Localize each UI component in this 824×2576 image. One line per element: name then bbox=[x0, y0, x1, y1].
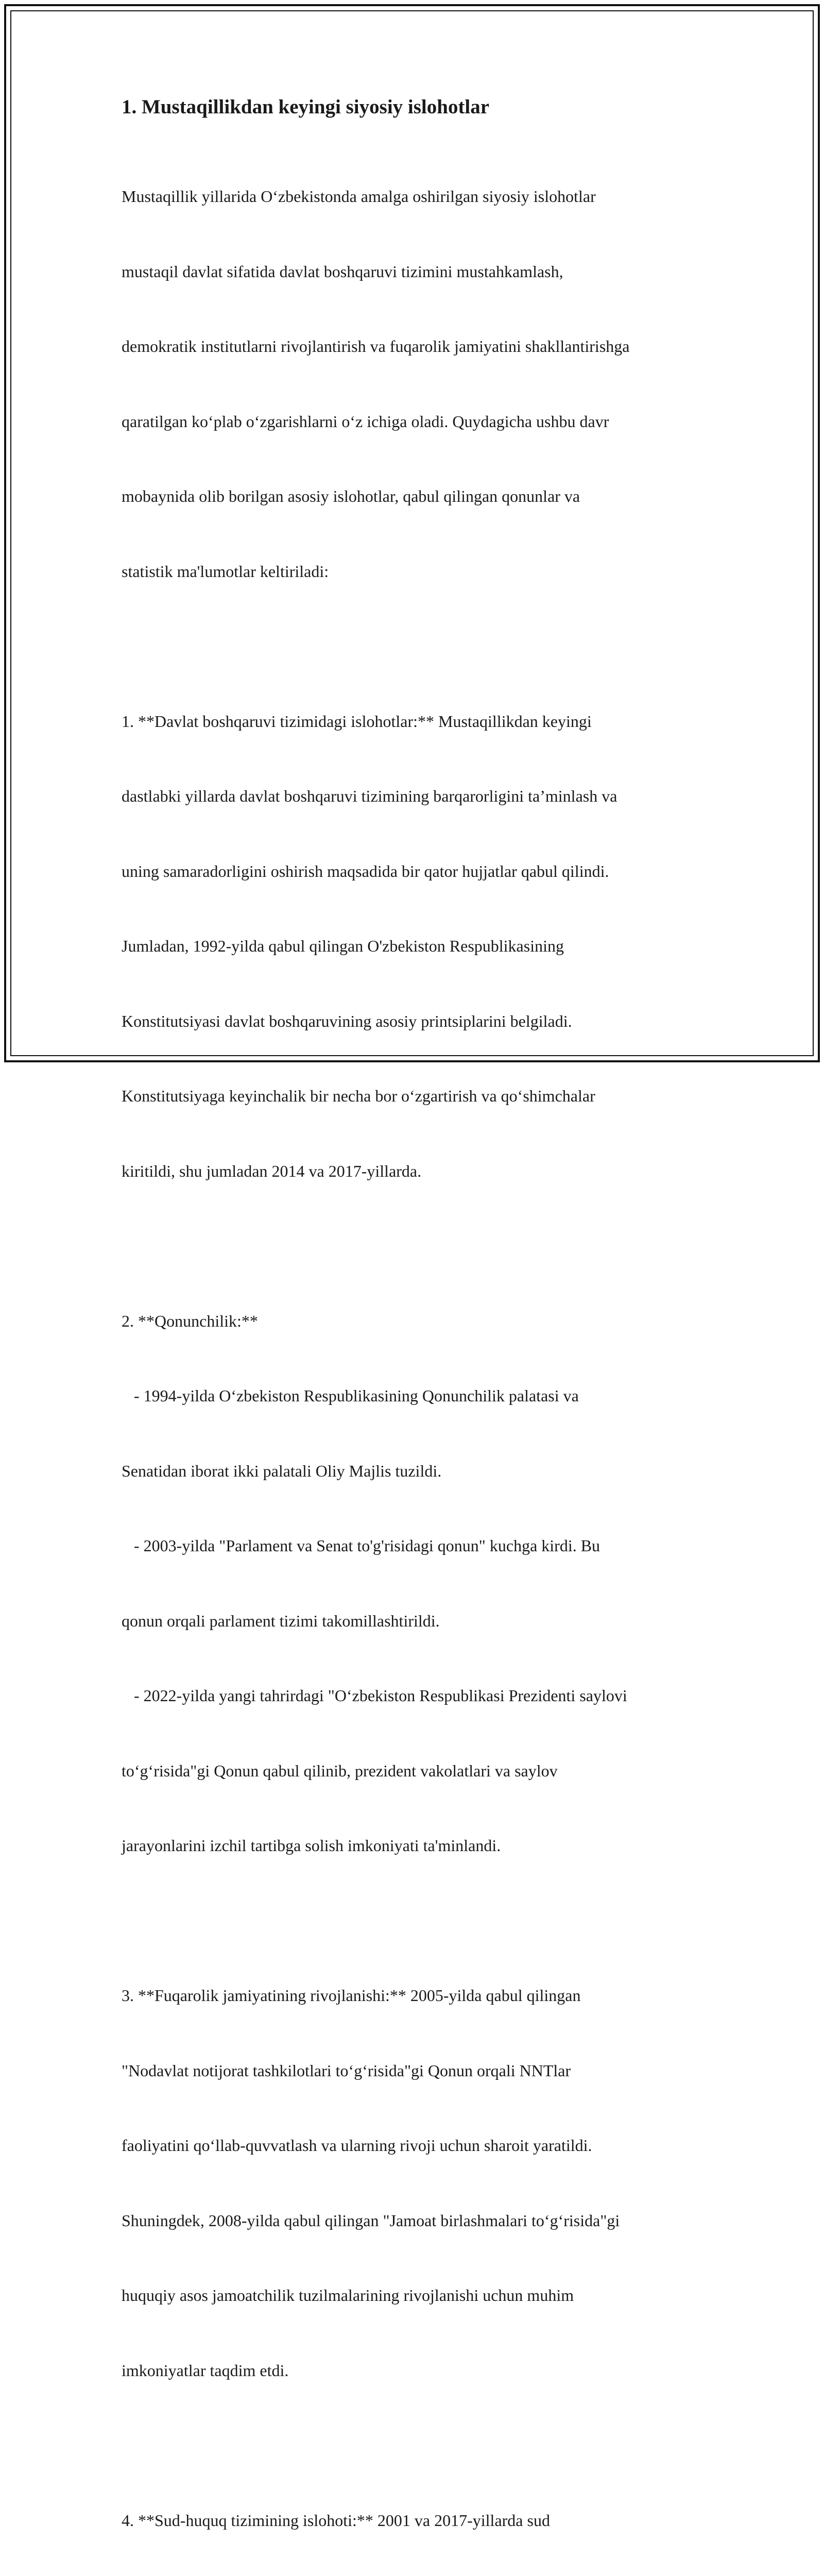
text-line: qaratilgan ko‘plab o‘zgarishlarni o‘z ichiga oladi. Quydagicha ushbu davr bbox=[122, 409, 709, 434]
text-line: - 2022-yilda yangi tahrirdagi "O‘zbekiston Respublikasi Prezidenti saylovi bbox=[122, 1683, 709, 1708]
text-line: statistik ma'lumotlar keltiriladi: bbox=[122, 559, 709, 584]
text-line: dastlabki yillarda davlat boshqaruvi tizimining barqarorligini ta’minlash va bbox=[122, 784, 709, 809]
text-line: to‘g‘risida"gi Qonun qabul qilinib, prezident vakolatlari va saylov bbox=[122, 1758, 709, 1784]
document-body bbox=[122, 95, 709, 2576]
text-line: Senatidan iborat ikki palatali Oliy Majlis tuzildi. bbox=[122, 1459, 709, 1484]
text-line: imkoniyatlar taqdim etdi. bbox=[122, 2358, 709, 2383]
paragraph-government-reforms bbox=[122, 659, 709, 1234]
section-title: 1. Mustaqillikdan keyingi siyosiy islohotlar bbox=[122, 95, 709, 120]
text-line: qonun orqali parlament tizimi takomillashtirildi. bbox=[122, 1608, 709, 1634]
paragraph-civil-society bbox=[122, 1933, 709, 2433]
text-line: "Nodavlat notijorat tashkilotlari to‘g‘risida"gi Qonun orqali NNTlar bbox=[122, 2058, 709, 2083]
text-line: - 2003-yilda "Parlament va Senat to'g'risidagi qonun" kuchga kirdi. Bu bbox=[122, 1533, 709, 1558]
intro-paragraph bbox=[122, 134, 709, 634]
text-line: mobaynida olib borilgan asosiy islohotlar, qabul qilingan qonunlar va bbox=[122, 484, 709, 509]
text-line: 2. **Qonunchilik:** bbox=[122, 1309, 709, 1334]
text-line: Shuningdek, 2008-yilda qabul qilingan "Jamoat birlashmalari to‘g‘risida"gi bbox=[122, 2208, 709, 2233]
text-line: mustaqil davlat sifatida davlat boshqaruvi tizimini mustahkamlash, bbox=[122, 259, 709, 284]
text-line: kiritildi, shu jumladan 2014 va 2017-yillarda. bbox=[122, 1159, 709, 1184]
text-line: faoliyatini qo‘llab-quvvatlash va ularning rivoji uchun sharoit yaratildi. bbox=[122, 2133, 709, 2158]
text-line: uning samaradorligini oshirish maqsadida bir qator hujjatlar qabul qilindi. bbox=[122, 859, 709, 884]
text-line: - 1994-yilda O‘zbekiston Respublikasining Qonunchilik palatasi va bbox=[122, 1383, 709, 1409]
text-line: Konstitutsiyasi davlat boshqaruvining asosiy printsiplarini belgiladi. bbox=[122, 1009, 709, 1034]
text-line: jarayonlarini izchil tartibga solish imkoniyati ta'minlandi. bbox=[122, 1833, 709, 1858]
text-line: 1. **Davlat boshqaruvi tizimidagi islohotlar:** Mustaqillikdan keyingi bbox=[122, 709, 709, 734]
paragraph-legislation bbox=[122, 1259, 709, 1908]
text-line: demokratik institutlarni rivojlantirish va fuqarolik jamiyatini shakllantirishga bbox=[122, 334, 709, 359]
text-line: Konstitutsiyaga keyinchalik bir necha bor o‘zgartirish va qo‘shimchalar bbox=[122, 1083, 709, 1109]
text-line: Jumladan, 1992-yilda qabul qilingan O'zbekiston Respublikasining bbox=[122, 934, 709, 959]
text-line: huquqiy asos jamoatchilik tuzilmalarining rivojlanishi uchun muhim bbox=[122, 2283, 709, 2308]
text-line: Mustaqillik yillarida O‘zbekistonda amalga oshirilgan siyosiy islohotlar bbox=[122, 184, 709, 209]
text-line: 4. **Sud-huquq tizimining islohoti:** 2001 va 2017-yillarda sud bbox=[122, 2508, 709, 2533]
text-line: 3. **Fuqarolik jamiyatining rivojlanishi:** 2005-yilda qabul qilingan bbox=[122, 1983, 709, 2008]
paragraph-judicial-reform bbox=[122, 2458, 709, 2576]
